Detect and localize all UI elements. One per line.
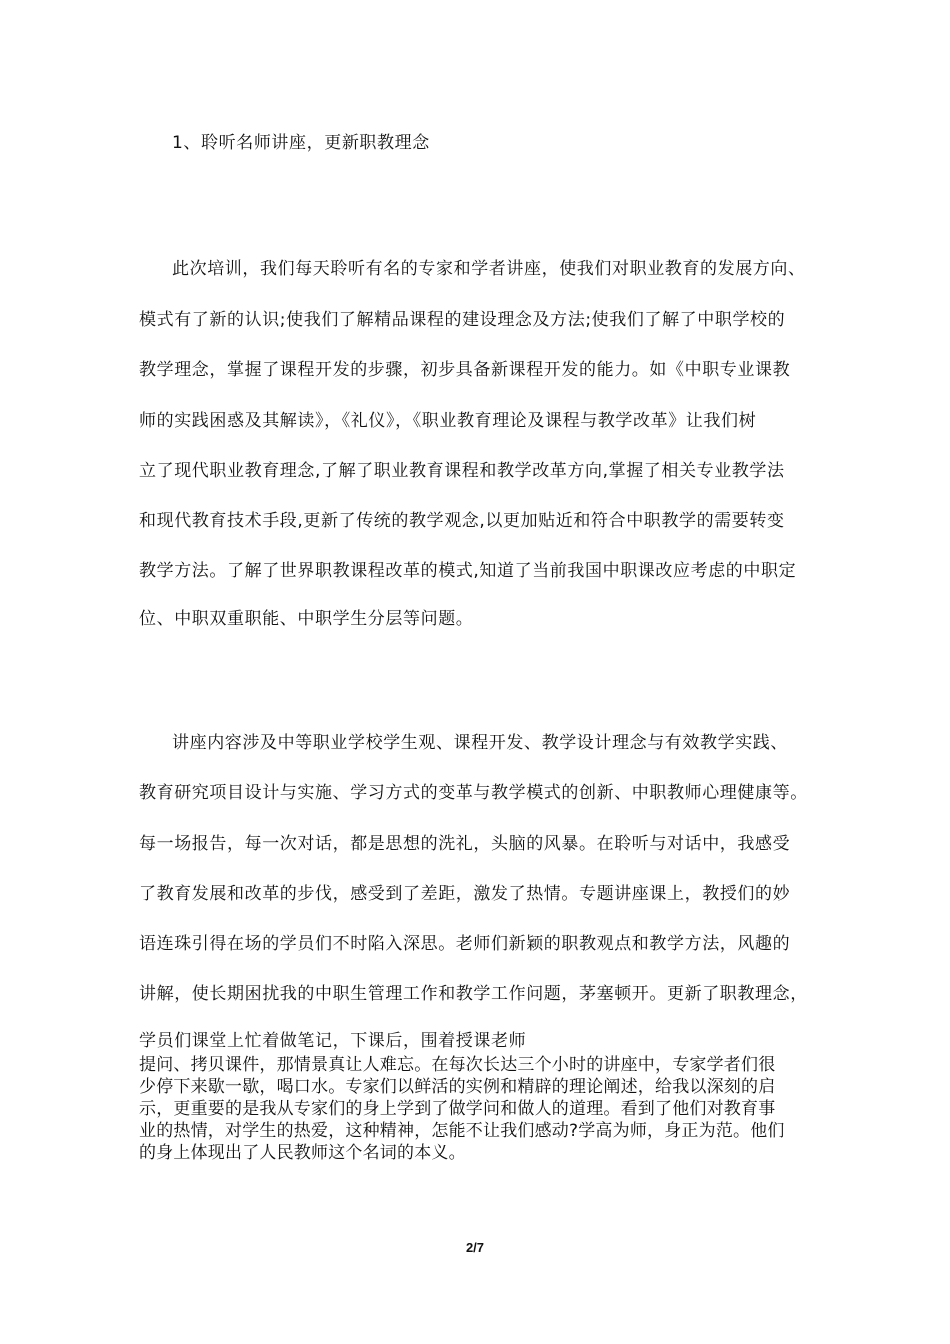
paragraph-line: 少停下来歇一歇，喝口水。专家们以鲜活的实例和精辟的理论阐述，给我以深刻的启 [139, 1077, 776, 1097]
paragraph-line: 了教育发展和改革的步伐，感受到了差距，激发了热情。专题讲座课上，教授们的妙 [139, 884, 791, 904]
paragraph-line: 教学方法。了解了世界职教课程改革的模式,知道了当前我国中职课改应考虑的中职定 [139, 561, 797, 581]
paragraph-line: 每一场报告，每一次对话，都是思想的洗礼，头脑的风暴。在聆听与对话中，我感受 [139, 834, 791, 854]
paragraph-line: 此次培训，我们每天聆听有名的专家和学者讲座，使我们对职业教育的发展方向、 [172, 259, 806, 279]
paragraph-line: 位、中职双重职能、中职学生分层等问题。 [139, 609, 474, 629]
paragraph-line: 和现代教育技术手段,更新了传统的教学观念,以更加贴近和符合中职教学的需要转变 [139, 511, 785, 531]
section-heading: 1、聆听名师讲座，更新职教理念 [172, 133, 430, 153]
paragraph-line: 教育研究项目设计与实施、学习方式的变革与教学模式的创新、中职教师心理健康等。 [139, 783, 808, 803]
page-number: 2/7 [465, 1240, 485, 1255]
paragraph-line: 讲解，使长期困扰我的中职生管理工作和教学工作问题，茅塞顿开。更新了职教理念， [139, 984, 808, 1004]
paragraph-line: 示，更重要的是我从专家们的身上学到了做学问和做人的道理。看到了他们对教育事 [139, 1099, 776, 1119]
paragraph-line: 提问、拷贝课件，那情景真让人难忘。在每次长达三个小时的讲座中，专家学者们很 [139, 1055, 776, 1075]
paragraph-line: 的身上体现出了人民教师这个名词的本义。 [139, 1143, 466, 1163]
paragraph-line: 业的热情，对学生的热爱，这种精神，怎能不让我们感动?学高为师，身正为范。他们 [139, 1121, 785, 1141]
paragraph-line: 语连珠引得在场的学员们不时陷入深思。老师们新颖的职教观点和教学方法，风趣的 [139, 934, 791, 954]
paragraph-line: 模式有了新的认识;使我们了解精品课程的建设理念及方法;使我们了解了中职学校的 [139, 310, 786, 330]
paragraph-line: 教学理念，掌握了课程开发的步骤，初步具备新课程开发的能力。如《中职专业课教 [139, 360, 791, 380]
paragraph-line: 立了现代职业教育理念,了解了职业教育课程和教学改革方向,掌握了相关专业教学法 [139, 461, 785, 481]
paragraph-line: 讲座内容涉及中等职业学校学生观、课程开发、教学设计理念与有效教学实践、 [172, 733, 788, 753]
paragraph-line: 师的实践困惑及其解读》，《礼仪》，《职业教育理论及课程与教学改革》让我们树 [139, 411, 757, 431]
paragraph-line: 学员们课堂上忙着做笔记，下课后，围着授课老师 [139, 1031, 527, 1051]
